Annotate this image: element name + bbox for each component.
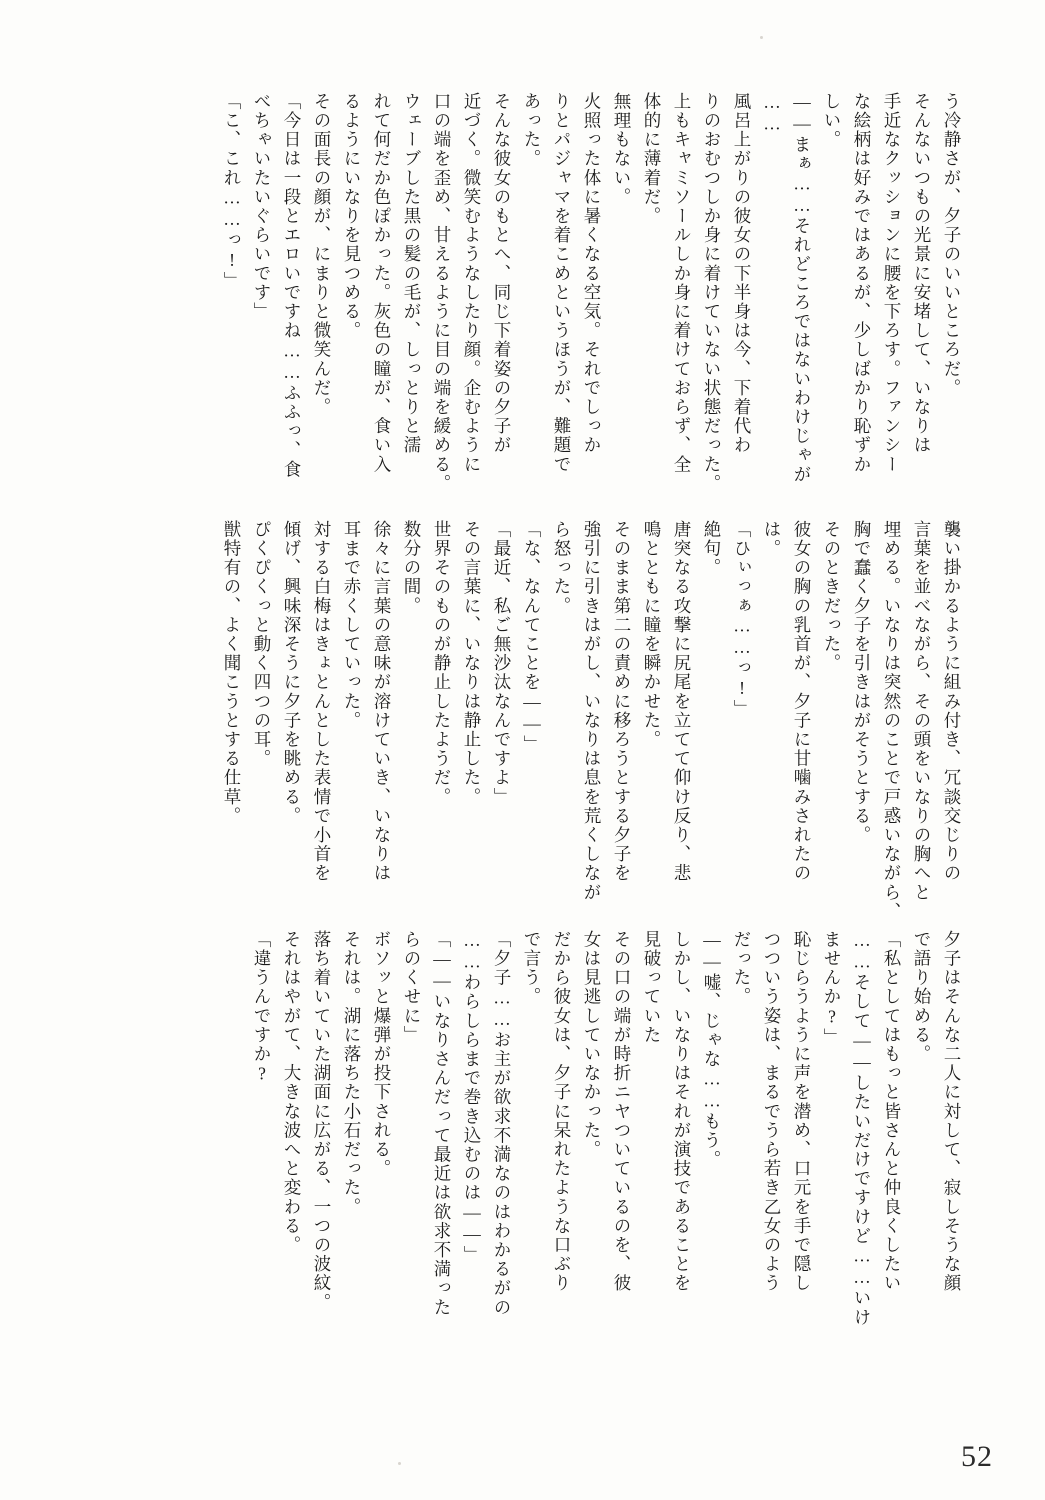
text-column: は。 [762, 520, 782, 559]
text-column: で言う。 [522, 930, 542, 1007]
text-column: 火照った体に暑くなる空気。それでしっか [582, 92, 602, 455]
text-column: 「ひぃっぁ……っ!」 [732, 520, 752, 719]
text-column: 胸で蠢く夕子を引きはがそうとする。 [852, 520, 872, 845]
text-column: その面長の顔が、にまりと微笑んだ。 [312, 92, 332, 417]
text-column: …… [762, 92, 782, 136]
text-column: るようにいなりを見つめる。 [342, 92, 362, 341]
text-column: ……わらしらまで巻き込むのは——」 [462, 930, 482, 1265]
text-column: しかし、いなりはそれが演技であることを [672, 930, 692, 1293]
text-column: 襲い掛かるように組み付き、冗談交じりの [942, 520, 962, 883]
text-column: 近づく。微笑むようなしたり顔。企むように [462, 92, 482, 474]
text-column: 見破っていた [642, 930, 662, 1045]
text-column: 傾げ、興味深そうに夕子を眺める。 [282, 520, 302, 826]
text-column: 「——いなりさんだって最近は欲求不満った [432, 930, 452, 1317]
text-column: だった。 [732, 930, 752, 1007]
text-column: ——まぁ……それどころではないわけじゃが [792, 92, 812, 484]
text-column: 上もキャミソールしか身に着けておらず、全 [672, 92, 692, 474]
text-column: そんな彼女のもとへ、同じ下着姿の夕子が [492, 92, 512, 455]
text-column: 手近なクッションに腰を下ろす。ファンシー [882, 92, 902, 474]
text-column: れて何だか色ぽかった。灰色の瞳が、食い入 [372, 92, 392, 474]
text-column: 体的に薄着だ。 [642, 92, 662, 226]
text-column: ませんか?」 [822, 930, 842, 1048]
text-column: りのおむつしか身に着けていない状態だった。 [702, 92, 722, 494]
text-column: 「違うんですか? [252, 930, 272, 1086]
text-column: 言葉を並べながら、その頭をいなりの胸へと [912, 520, 932, 902]
text-column: べちゃいたいぐらいです」 [252, 92, 272, 322]
text-column: らのくせに」 [402, 930, 422, 1045]
text-column: 絶句。 [702, 520, 722, 578]
text-column: 「私としてはもっと皆さんと仲良くしたい [882, 930, 902, 1293]
text-column: それはやがて、大きな波へと変わる。 [282, 930, 302, 1255]
text-column: そんないつもの光景に安堵して、いなりは [912, 92, 932, 455]
text-column: その口の端が時折ニヤついているのを、彼 [612, 930, 632, 1293]
text-column: 「最近、私ご無沙汰なんですよ」 [492, 520, 512, 807]
text-column: な絵柄は好みではあるが、少しばかり恥ずか [852, 92, 872, 474]
text-column: 埋める。いなりは突然のことで戸惑いながら、 [882, 520, 902, 922]
text-column: ら怒った。 [552, 520, 572, 616]
scan-speck [398, 1462, 401, 1465]
text-column: だから彼女は、夕子に呆れたような口ぶり [552, 930, 572, 1293]
text-column: 女は見逃していなかった。 [582, 930, 602, 1160]
text-column: あった。 [522, 92, 542, 169]
text-column: そのときだった。 [822, 520, 842, 673]
text-column: 耳まで赤くしていった。 [342, 520, 362, 731]
text-column: ボソッと爆弾が投下される。 [372, 930, 392, 1179]
text-column: つついう姿は、まるでうら若き乙女のよう [762, 930, 782, 1293]
text-column: 夕子はそんな二人に対して、寂しそうな顔 [942, 930, 962, 1293]
text-column: りとパジャマを着こめというほうが、難題で [552, 92, 572, 474]
text-column: 対する白梅はきょとんとした表情で小首を [312, 520, 332, 883]
text-column-group-3 [247, 930, 967, 1380]
text-column: う冷静さが、夕子のいいところだ。 [942, 92, 962, 398]
text-column: 世界そのものが静止したようだ。 [432, 520, 452, 807]
text-column: 彼女の胸の乳首が、夕子に甘噛みされたの [792, 520, 812, 883]
text-column: その言葉に、いなりは静止した。 [462, 520, 482, 807]
text-column: しい。 [822, 92, 842, 150]
scan-speck [760, 36, 763, 39]
text-column: ……そして——したいだけですけど……いけ [852, 930, 872, 1327]
text-column: ——嘘、じゃな……もう。 [702, 930, 722, 1170]
text-column: 「夕子……お主が欲求不満なのはわかるがの [492, 930, 512, 1317]
text-column: そのまま第二の責めに移ろうとする夕子を [612, 520, 632, 883]
text-column: それは。湖に落ちた小石だった。 [342, 930, 362, 1217]
text-column: 「な、なんてことを——」 [522, 520, 542, 755]
text-column: 恥じらうように声を潜め、口元を手で隠し [792, 930, 812, 1293]
text-column: 強引に引きはがし、いなりは息を荒くしなが [582, 520, 602, 902]
text-column: で語り始める。 [912, 930, 932, 1064]
text-column: 風呂上がりの彼女の下半身は今、下着代わ [732, 92, 752, 455]
page-number: 52 [961, 1440, 993, 1473]
text-column: 獣特有の、よく聞こうとする仕草。 [222, 520, 242, 826]
text-column: 数分の間。 [402, 520, 422, 616]
text-column: 「今日は一段とエロいですね……ふふっ、食 [282, 92, 302, 479]
text-column: 口の端を歪め、甘えるように目の端を緩める。 [432, 92, 452, 494]
text-column: 徐々に言葉の意味が溶けていき、いなりは [372, 520, 392, 883]
text-column: ウェーブした黒の髪の毛が、しっとりと濡 [402, 92, 422, 455]
text-column: 「こ、これ……っ!」 [222, 92, 242, 291]
text-column: 無理もない。 [612, 92, 632, 207]
text-column: 鳴とともに瞳を瞬かせた。 [642, 520, 662, 750]
vertical-text-body-lower [90, 930, 967, 1380]
text-column: ぴくぴくっと動く四つの耳。 [252, 520, 272, 769]
text-column: 落ち着いていた湖面に広がる、一つの波紋。 [312, 930, 332, 1312]
text-column: 唐突なる攻撃に尻尾を立てて仰け反り、悲 [672, 520, 692, 883]
